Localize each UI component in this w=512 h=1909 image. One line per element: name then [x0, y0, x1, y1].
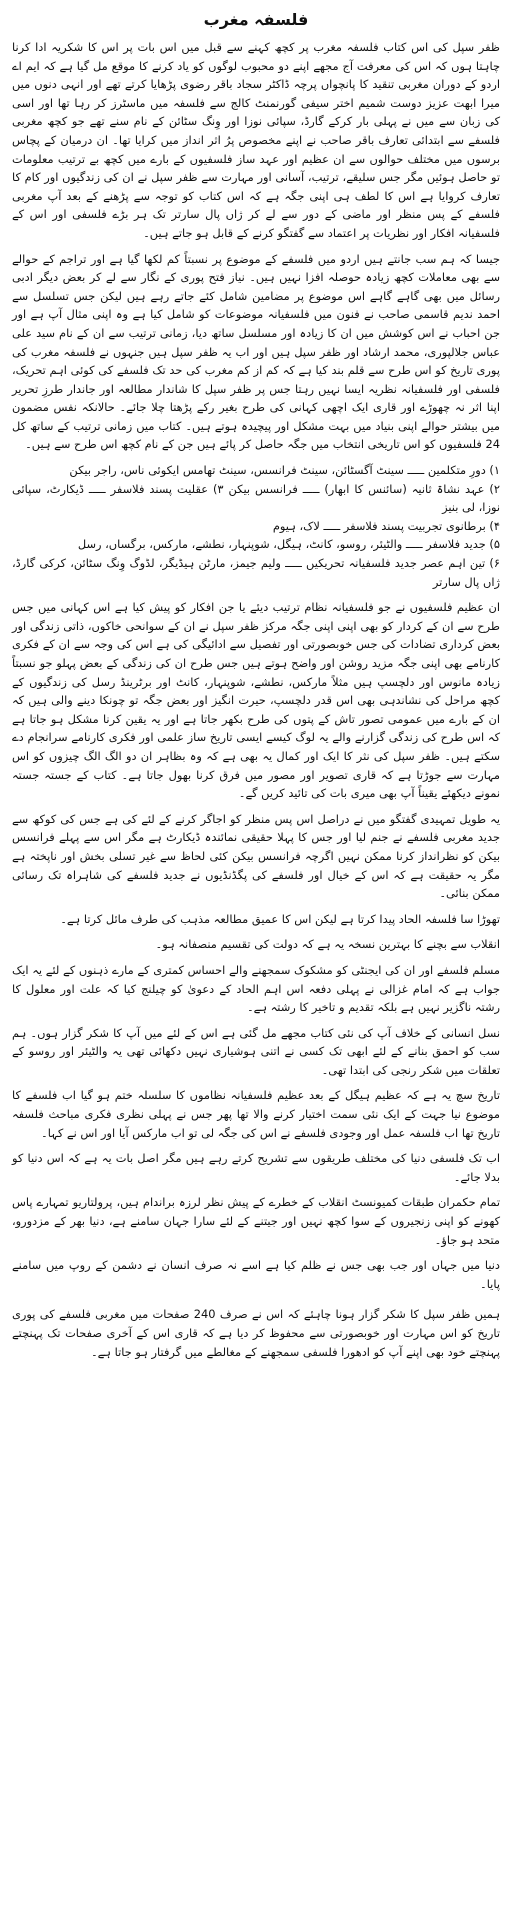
list-item: ۲) عہد نشاۃ ثانیہ (سائنس کا ابھار) ـــــ فرانسس بیکن ۳) عقلیت پسند فلاسفر ـــــ ڈیکارٹ، سپائی نوزا، لی بنیز [12, 481, 500, 515]
quote-ghazali: مسلم فلسفے اور ان کی ایجنٹی کو مشکوک سمجھنے والے احساس کمتری کے مارے ذہنوں کے لئے یہ ایک جواب ہے کہ امام غزالی نے پہلی دفعہ اس اہم الحاد کے دعویٰ کو چیلنج کیا کہ علت اور معلول کا رشتہ ناگزیر نہیں ہے بلکہ تقدیم و تاخیر کا رشتہ ہے۔ [12, 962, 500, 1015]
article-title: فلسفہ مغرب [203, 10, 309, 29]
paragraph-lives: ان عظیم فلسفیوں نے جو فلسفیانہ نظام ترتیب دیئے یا جن افکار کو پیش کیا ہے اس کہانی میں جس طرح سے ان کے کردار کو بھی اپنی اپنی جگہ مرکز ظفر سپل نے ان کے سوانحی خاکوں، ذاتی زندگی اور بعض کرداری تضادات کی جس خوبصورتی اور تفصیل سے ادائیگی کی ہے اس کی وجہ سے ان کے فکری کارنامے بھی اپنی جگہ مزید روشن اور واضح ہوتے ہیں جس طرح ان کی زندگی کے بعض پہلو جو نسبتاً زیادہ مانوس اور دلچسپ ہیں مثلاً مارکس، نطشے، شوپنہار، کانٹ اور برٹرینڈ رسل کی زندگیوں کے کچھ مراحل کی نشاندہی بھی اس قدر دلچسپ، حیرت انگیز اور بعض جگہ تو چونکا دینے والی ہیں کہ ان کے بارے میں عمومی تصور تاش کے پتوں کی طرح بکھر جاتا ہے اور یہ یقین کرنا مشکل ہو جاتا ہے کہ اس طرح کی زندگی گزارنے والے یہ لوگ کیسے ایسی تاریخ ساز علمی اور فکری کارنامے سرانجام دے سکتے ہیں۔ ظفر سپل کی نثر کا ایک اور کمال یہ بھی ہے کہ وہ بظاہر ان دو الگ الگ چیزوں کو اس مہارت سے جوڑتا ہے کہ قاری تصویر اور مصور میں فرق کرنا بھول جاتا ہے۔ کتاب کے جستہ جستہ نمونے دیکھئے یقیناً آپ بھی میری بات کی تائید کریں گے۔ [12, 600, 500, 801]
quote-hegel: تاریخ سچ یہ ہے کہ عظیم ہیگل کے بعد عظیم فلسفیانہ نظاموں کا سلسلہ ختم ہو گیا اب فلسفے کا موضوع نیا جہت کے ایک نئی سمت اختیار کرنے والا تھا پھر جس نے پہلی نظری فکری مباحث فلسفہ تاریخ تھا اب فلسفہ عمل اور وجودی فلسفے نے اس کی جگہ لی تو اب مارکس آیا اور اس نے کہا۔ [12, 1088, 500, 1140]
quote-atheism: تھوڑا سا فلسفہ الحاد پیدا کرتا ہے لیکن اس کا عمیق مطالعہ مذہب کی طرف مائل کرتا ہے۔ [60, 911, 500, 926]
quote-oppression: دنیا میں جہاں اور جب بھی جس نے ظلم کیا ہے اسے نہ صرف انسان نے دشمن کے روپ میں سامنے پایا۔ [12, 1258, 500, 1291]
list-item: ۴) برطانوی تجربیت پسند فلاسفر ـــــ لاک، ہیوم [272, 518, 500, 533]
quote-marx: اب تک فلسفی دنیا کی مختلف طریقوں سے تشریح کرتے رہے ہیں مگر اصل بات یہ ہے کہ اس دنیا کو بدلا جائے۔ [12, 1151, 500, 1184]
list-item: ۵) جدید فلاسفر ـــــ والٹیئر، روسو، کانٹ، ہیگل، شوپنہار، نطشے، مارکس، برگساں، رسل [77, 537, 500, 552]
paragraph-background: جیسا کہ ہم سب جانتے ہیں اردو میں فلسفے کے موضوع پر نسبتاً کم لکھا گیا ہے اور تراجم کے حوالے سے بھی معاملات کچھ زیادہ حوصلہ افزا نہیں ہیں۔ نیاز فتح پوری کے نگار سے لے کر بعض دیگر ادبی رسائل میں بھی گاہے گاہے اس موضوع پر مضامین شامل کئے جاتے رہے ہیں لیکن جس تسلسل سے احمد ندیم قاسمی صاحب نے فنون میں فلسفیانہ موضوعات کو شامل کیا ہے وہ اپنی مثال آپ ہے اور جن احباب نے اس کوشش میں ان کا زیادہ اور مسلسل ساتھ دیا، زمانی ترتیب سے ان کے نام سید علی عباس جلالپوری، محمد ارشاد اور ظفر سپل ہیں اور اب یہ ظفر سپل ہیں جنہوں نے فلسفہ مغرب کی پوری تاریخ کو اس طرح سے قلم بند کیا ہے کہ کم از کم مغرب کی حد تک فلسفے کی کوئی اہم تحریک، فلسفی اور فلسفیانہ نظریہ ایسا نہیں رہتا جس پر ظفر سپل کا شاندار مطالعہ اور جاندار طرزِ تحریر اپنا اثر نہ چھوڑے اور قاری ایک اچھی کہانی کی طرح بغیر رکے پڑھتا چلا جائے۔ حالانکہ نفس مضمون میں بیشتر حوالے اپنی بنیاد میں بہت مشکل اور پیچیدہ ہوتے ہیں۔ کتاب میں زمانی ترتیب کے ساتھ کل 24 فلسفیوں کو اس تاریخی انتخاب میں جگہ حاصل کر پائے ہیں جن کے نام کچھ اس طرح سے ہیں۔ [12, 251, 500, 452]
quote-bacon: یہ طویل تمہیدی گفتگو میں نے دراصل اس پس منظر کو اجاگر کرنے کے لئے کی ہے جس کی کوکھ سے جدید مغربی فلسفے نے جنم لیا اور جس کا پہلا حقیقی نمائندہ ڈیکارٹ ہے مگر اس سے پہلے فرانسس بیکن کو نظرانداز کرنا ممکن نہیں اگرچہ فرانسس بیکن کئی لحاظ سے غیر تسلی بخش اور ناپختہ ہے مگر یہ حقیقت ہے کہ اس کے خیال اور فلسفے کی پگڈنڈیوں نے جدید فلسفے کی شاہراہ تک رسائی ممکن بنائی۔ [12, 811, 500, 901]
list-item: ۶) تین اہم عصر جدید فلسفیانہ تحریکیں ـــــ ولیم جیمز، مارٹن ہیڈیگر، لڈوگ وِنگ سٹائن، کرکی گارڈ، ژاں پال سارتر [12, 556, 500, 589]
paragraph-conclusion: ہمیں ظفر سپل کا شکر گزار ہونا چاہئے کہ اس نے صرف 240 صفحات میں مغربی فلسفے کی پوری تاریخ کو اس مہارت اور خوبصورتی سے محفوظ کر دیا ہے کہ قاری اس کے آخری صفحات تک پہنچتے پہنچتے خود بھی اپنے آپ کو ادھورا فلسفی سمجھنے کے مغالطے میں گرفتار ہو جاتا ہے۔ [12, 1307, 500, 1359]
quote-voltaire: نسل انسانی کے خلاف آپ کی نئی کتاب مجھے مل گئی ہے اس کے لئے میں آپ کا شکر گزار ہوں۔ ہم سب کو احمق بنانے کے لئے ابھی تک کسی نے اتنی ہوشیاری نہیں دکھائی تھی یہ والٹیئر اور روسو کے تعلقات میں شکر رنجی کی ابتدا تھی۔ [12, 1025, 500, 1077]
quote-revolution: انقلاب سے بچنے کا بہترین نسخہ یہ ہے کہ دولت کی تقسیم منصفانہ ہو۔ [155, 937, 500, 952]
philosophers-list [12, 461, 500, 591]
paragraph-intro: ظفر سپل کی اس کتاب فلسفہ مغرب پر کچھ کہنے سے قبل میں اس بات پر اس کا شکریہ ادا کرنا چاہتا ہوں کہ اس کی معرفت آج مجھے اپنے دو محبوب لوگوں کو یاد کرنے کا موقع مل گیا ہے کہ ایم اے اردو کے دوران مغربی تنقید کا پانچواں پرچہ ڈاکٹر سجاد باقر رضوی پڑھایا کرتے تھے اور انہی دنوں میں میرا ابھت عزیز دوست شمیم اختر سیفی گورنمنٹ کالج سے فلسفہ میں ماسٹرز کر رہا تھا اور اسی کی زبان سے میں نے پہلی بار کرکے گارڈ، سپائی نوزا اور وِنگ سٹائن کے نام سنے تھے جو کچھ مغربی فلسفے سے ابتدائی تعارف باقر صاحب نے اپنے مخصوص پرُ اثر انداز میں کرایا تھا۔ ان درمیان کے پچاس برسوں میں مختلف حوالوں سے ان عظیم اور عہد ساز فلسفیوں کے بارے میں کچھ بے ترتیب معلومات تو حاصل ہوئیں مگر جس سلیقے، ترتیب، آسانی اور مہارت سے ظفر سپل نے ان کی زندگیوں اور کام کا تعارف کروایا ہے اس کا لطف ہی اپنی جگہ ہے کہ اس کتاب کو توجہ سے پڑھنے کے بعد آپ مغربی فلسفے کے پس منظر اور ماضی کے دور سے لے کر ژاں پال سارتر تک ہر بڑے فلسفی اور اس کے فلسفیانہ افکار اور نظریات پر اعتماد سے گفتگو کرنے کے قابل ہو جاتے ہیں۔ [12, 40, 500, 240]
list-item: ۱) دورِ متکلمین ـــــ سینٹ آگسٹائن، سینٹ فرانسس، سینٹ تھامس ایکوئی ناس، راجر بیکن [69, 463, 500, 478]
quote-manifesto: تمام حکمران طبقات کمیونسٹ انقلاب کے خطرے کے پیش نظر لرزہ براندام ہیں، پرولتاریو تمہارے پاس کھونے کو اپنی زنجیروں کے سوا کچھ نہیں اور جیتنے کے لئے سارا جہان سامنے ہے، دنیا بھر کے مزدورو، متحد ہو جاؤ۔ [12, 1195, 500, 1247]
